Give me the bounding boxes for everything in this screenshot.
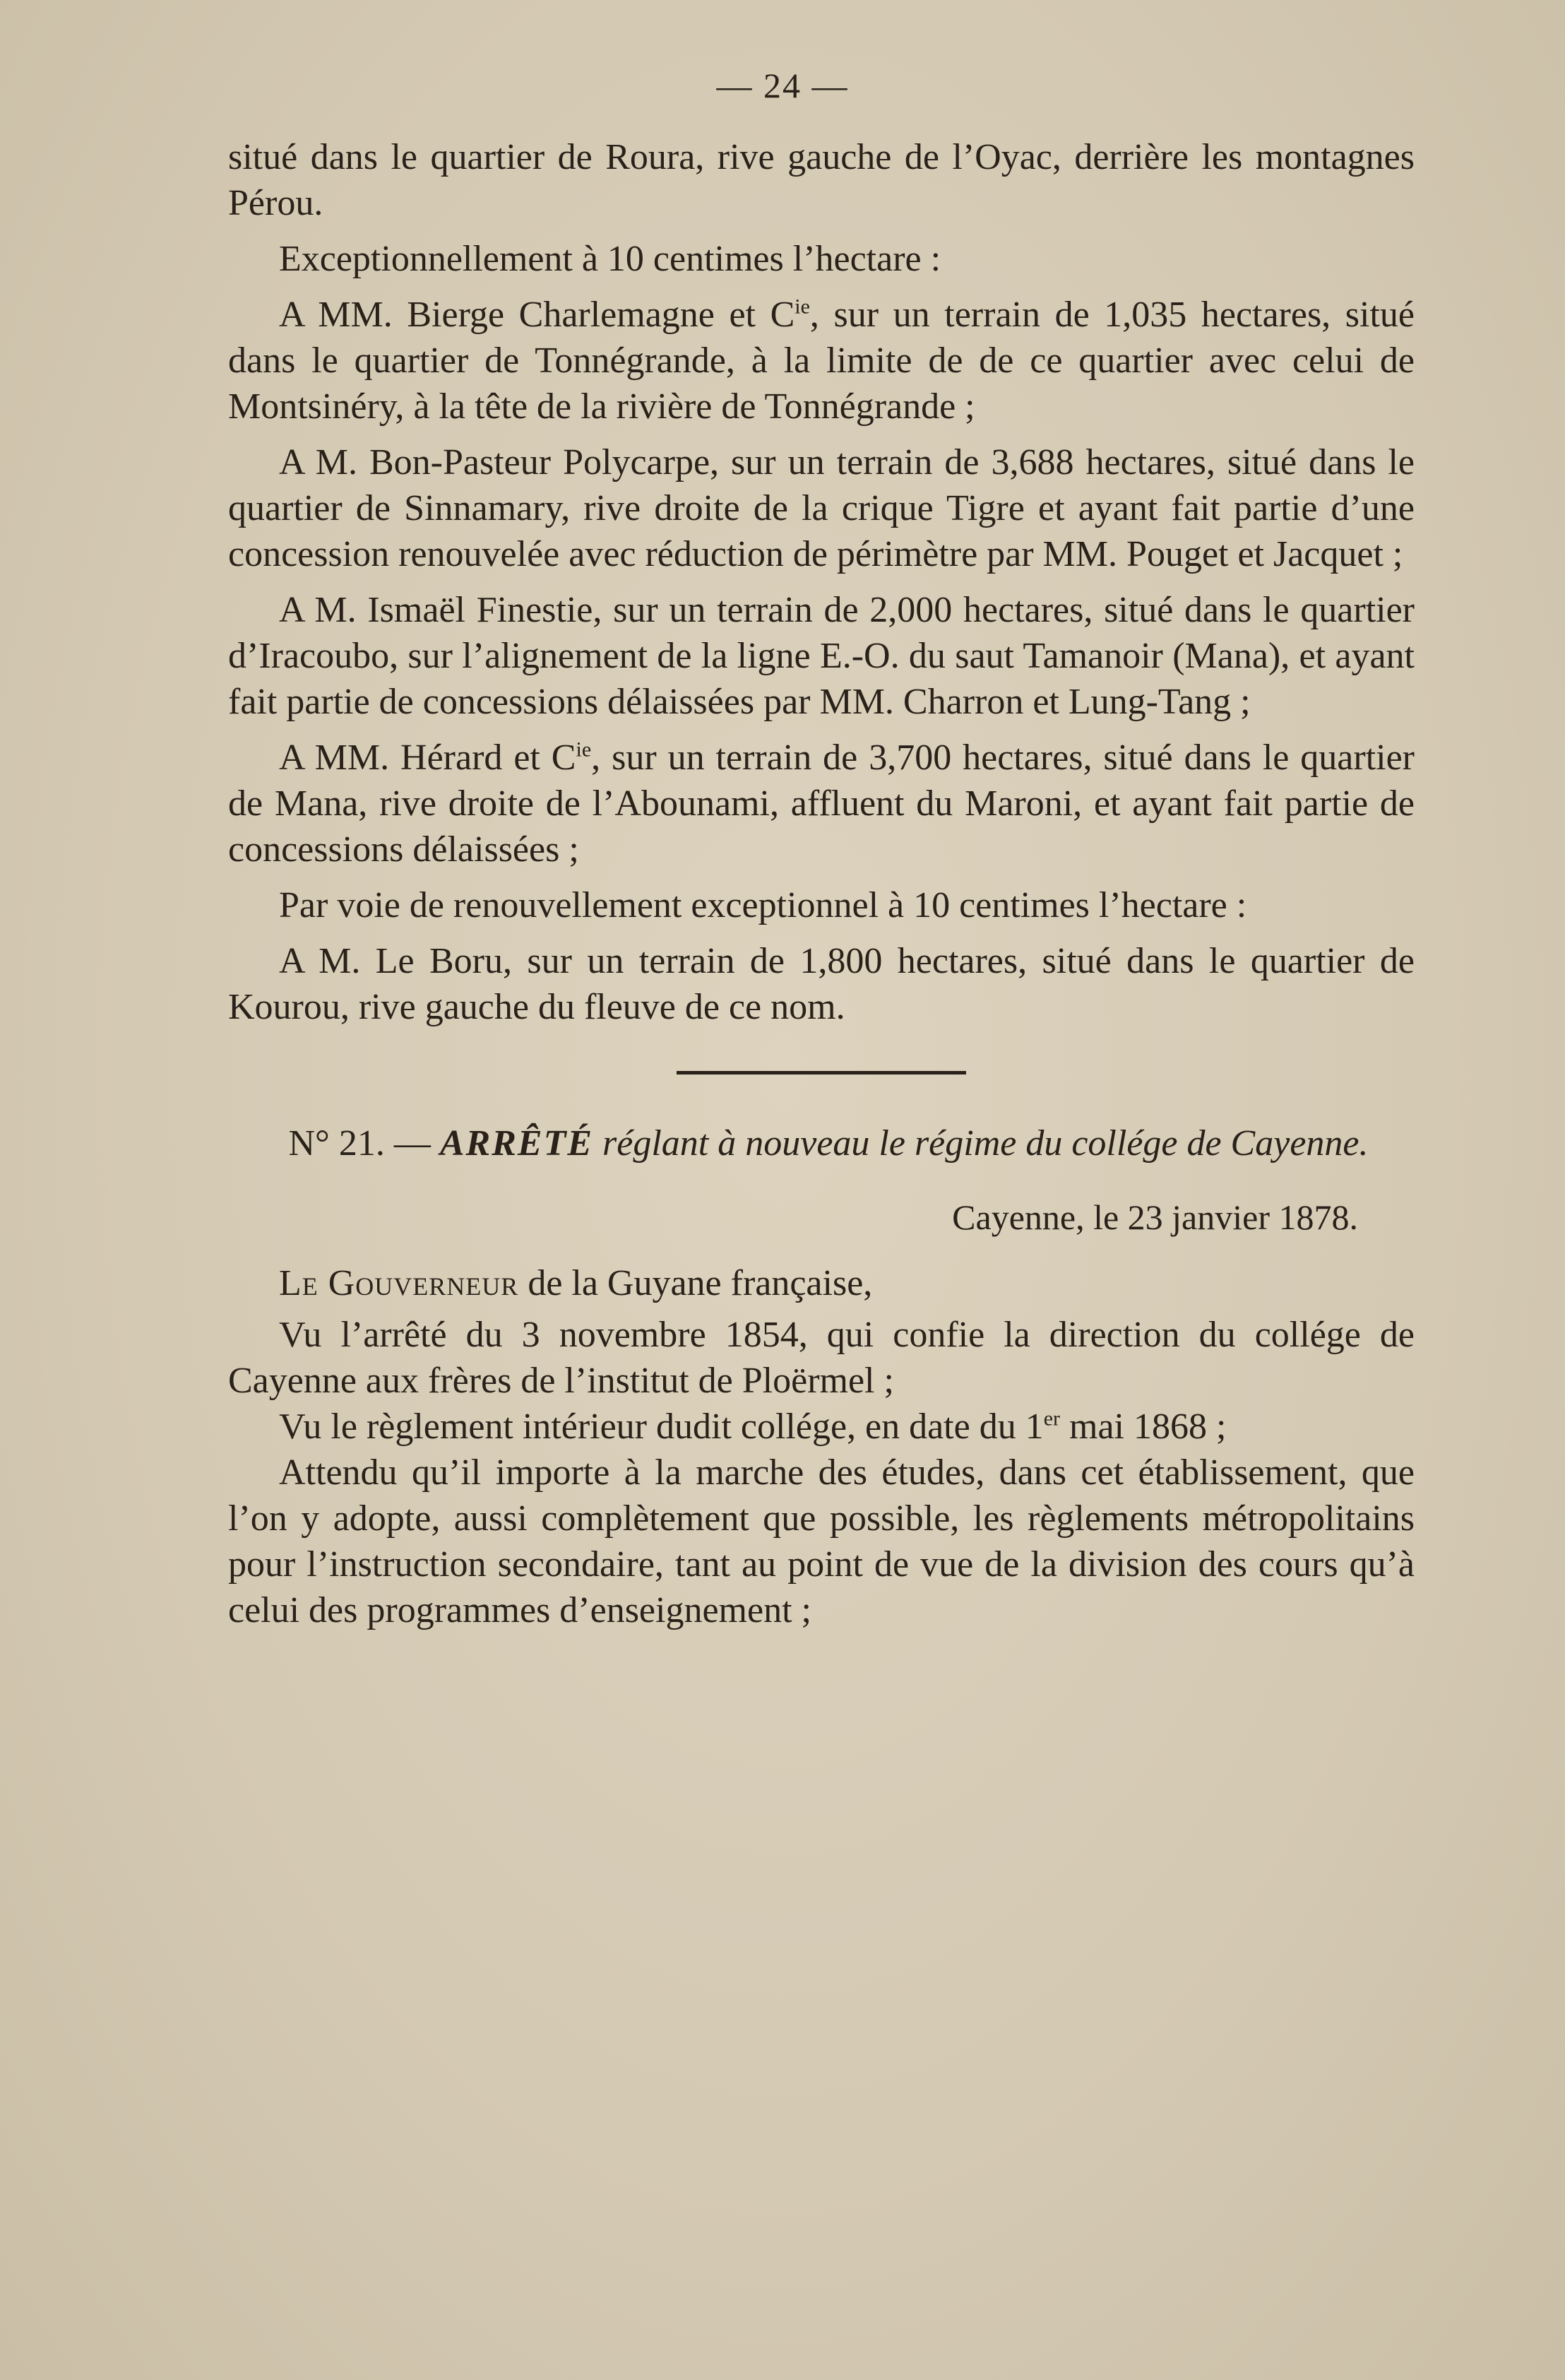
- decree-heading: [228, 1121, 1415, 1166]
- paragraph-bierge: [228, 292, 1415, 430]
- paragraph-continuation: situé dans le quartier de Roura, rive gauche de l’Oyac, derrière les montagnes Pérou.: [228, 137, 1415, 223]
- herard-rest: , sur un terrain de 3,700 hectares, situé dans le quartier de Mana, rive droite de l’Abounami, affluent du Maroni, et ayant fait partie de concessions délaissées ;: [228, 738, 1415, 870]
- bierge-lead: A MM. Bierge Charlemagne et C: [279, 295, 795, 335]
- decree-date: Cayenne, le 23 janvier 1878.: [952, 1197, 1358, 1237]
- decree-number: N° 21.: [288, 1123, 385, 1164]
- body-text: [228, 134, 1415, 1633]
- paragraph-le-boru: A M. Le Boru, sur un terrain de 1,800 hectares, situé dans le quartier de Kourou, rive gauche du fleuve de ce nom.: [228, 941, 1415, 1027]
- superscript-er: er: [1043, 1407, 1061, 1431]
- paragraph-herard: [228, 735, 1415, 872]
- paragraph-renouvellement: Par voie de renouvellement exceptionnel à 10 centimes l’hectare :: [279, 885, 1247, 925]
- decree-title: réglant à nouveau le régime du collége de Cayenne.: [602, 1123, 1369, 1164]
- governor-rest: de la Guyane française,: [518, 1263, 873, 1303]
- vu-2-lead: Vu le règlement intérieur dudit collége, en date du 1: [279, 1407, 1044, 1447]
- decree-governor: [228, 1260, 1415, 1306]
- decree-arrete: ARRÊTÉ: [439, 1123, 594, 1164]
- decree-vu-1: Vu l’arrêté du 3 novembre 1854, qui confie la direction du collége de Cayenne aux frères de l’institut de Ploërmel ;: [228, 1315, 1415, 1401]
- superscript-ie: ie: [795, 295, 810, 319]
- governor-title: Le Gouverneur: [279, 1263, 519, 1303]
- decree-attendu: Attendu qu’il importe à la marche des études, dans cet établissement, que l’on y adopte, aussi complètement que possible, les règlements métropolitains pour l’instruction secondaire, tant au point de vue de la division des cours qu’à celui des programmes d’enseignement ;: [228, 1452, 1415, 1630]
- paragraph-bon-pasteur: A M. Bon-Pasteur Polycarpe, sur un terrain de 3,688 hectares, situé dans le quartier de Sinnamary, rive droite de la crique Tigre et ayant fait partie d’une concession renouvelée avec réduction de périmètre par MM. Pouget et Jacquet ;: [228, 442, 1415, 574]
- paragraph-exceptionnellement: Exceptionnellement à 10 centimes l’hectare :: [279, 239, 941, 279]
- bierge-rest: , sur un terrain de 1,035 hectares, situé dans le quartier de Tonnégrande, à la limite de de ce quartier avec celui de Montsinéry, à la tête de la rivière de Tonnégrande ;: [228, 295, 1415, 427]
- decree-vu-2: [228, 1404, 1415, 1450]
- page-number: — 24 —: [716, 66, 849, 105]
- herard-lead: A MM. Hérard et C: [279, 738, 576, 778]
- decree-dash: —: [393, 1123, 431, 1164]
- paragraph-finestie: A M. Ismaël Finestie, sur un terrain de 2,000 hectares, situé dans le quartier d’Iracoubo, sur l’alignement de la ligne E.-O. du saut Tamanoir (Mana), et ayant fait partie de concessions délaissées par MM. Charron et Lung-Tang ;: [228, 590, 1415, 722]
- vu-2-rest: mai 1868 ;: [1060, 1407, 1227, 1447]
- superscript-ie-2: ie: [576, 738, 592, 762]
- section-divider: [677, 1071, 966, 1074]
